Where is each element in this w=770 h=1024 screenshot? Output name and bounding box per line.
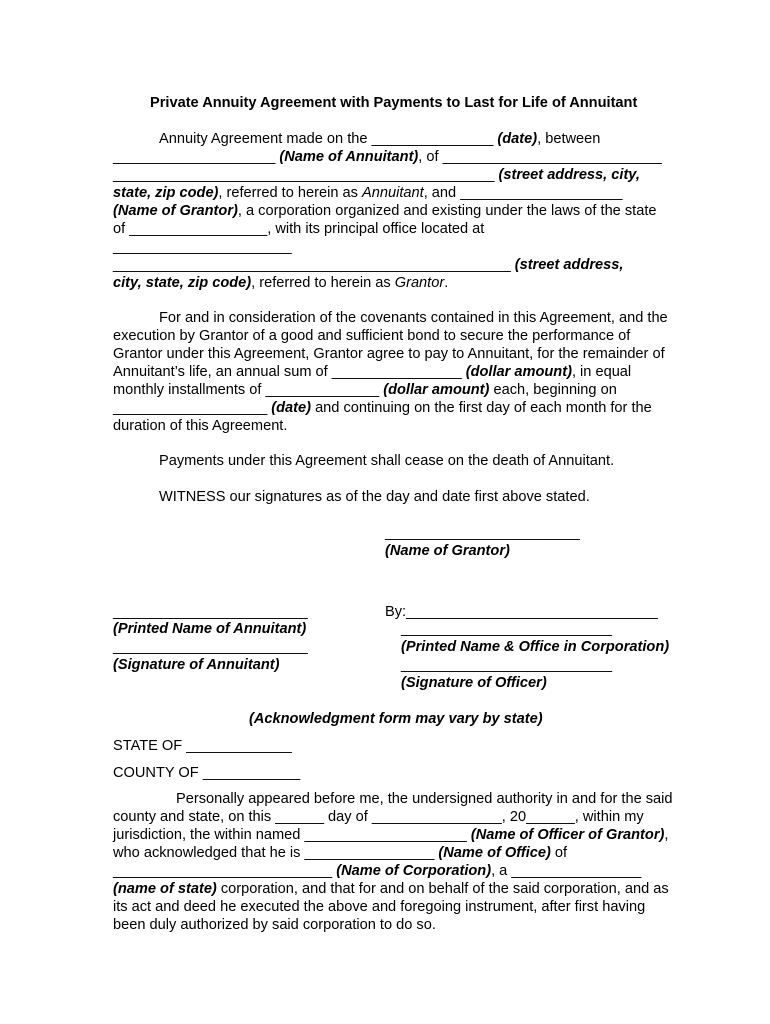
date-blank: _______________ <box>371 131 494 147</box>
officer-printed-name-line: __________________________ <box>401 621 613 637</box>
officer-by-line <box>385 603 658 621</box>
annuitant-signature-line: ________________________ <box>113 639 308 655</box>
text: , a <box>491 863 512 879</box>
payments-cease-paragraph: Payments under this Agreement shall cease on the death of Annuitant. <box>159 453 615 469</box>
ack-line-6 <box>113 880 669 898</box>
ack-line-1: Personally appeared before me, the undersigned authority in and for the said <box>176 791 673 807</box>
city-state-zip-label: city, state, zip code) <box>113 275 252 291</box>
agreement-line-5 <box>113 202 657 220</box>
grantor-name-label: (Name of Grantor) <box>113 203 238 219</box>
grantor-name-blank: ____________________ <box>460 185 623 201</box>
agreement-line-9 <box>113 274 448 292</box>
signature-annuitant-label: (Signature of Annuitant) <box>113 657 280 673</box>
state-blank: ________________ <box>511 863 642 879</box>
text: , referred to herein as <box>251 275 395 291</box>
annuitant-name-blank: ____________________ <box>113 149 276 165</box>
address-blank: _______________________________________________ <box>113 167 495 183</box>
annuitant-printed-name-line: ________________________ <box>113 604 308 620</box>
office-blank: ______________________ <box>113 239 292 255</box>
county-of-label: COUNTY OF <box>113 765 203 781</box>
text: who acknowledged that he is <box>113 845 305 861</box>
grantor-signature-line: ________________________ <box>385 525 580 541</box>
grantor-term: Grantor <box>394 275 445 291</box>
text: , between <box>537 131 601 147</box>
witness-paragraph: WITNESS our signatures as of the day and date first above stated. <box>159 489 590 505</box>
text: jurisdiction, the within named <box>113 827 305 843</box>
agreement-line-8 <box>113 256 623 274</box>
annuitant-name-label: (Name of Annuitant) <box>279 149 419 165</box>
signature-officer-label: (Signature of Officer) <box>401 675 547 691</box>
text: Annuitant’s life, an annual sum of <box>113 364 332 380</box>
dollar-amount-label: (dollar amount) <box>465 364 572 380</box>
text: , referred to herein as <box>218 185 363 201</box>
by-blank: _______________________________ <box>406 604 658 620</box>
text: county and state, on this <box>113 809 276 825</box>
ack-line-5 <box>113 862 641 880</box>
text: , with its principal office located at <box>267 221 485 237</box>
consideration-line-1: For and in consideration of the covenants contained in this Agreement, and the <box>159 310 668 326</box>
agreement-line-6 <box>113 220 484 238</box>
start-date-blank: ___________________ <box>113 400 268 416</box>
officer-name-blank: ____________________ <box>304 827 467 843</box>
consideration-line-4 <box>113 363 631 381</box>
ack-line-8: been duly authorized by said corporation to do so. <box>113 917 436 933</box>
text: monthly installments of <box>113 382 266 398</box>
consideration-line-3: Grantor under this Agreement, Grantor agree to pay to Annuitant, for the remainder of <box>113 346 665 362</box>
by-label: By: <box>385 604 407 620</box>
year-blank: ______ <box>526 809 575 825</box>
ack-line-7: its act and deed he executed the above and foregoing instrument, after first having <box>113 899 646 915</box>
name-of-corporation-label: (Name of Corporation) <box>336 863 492 879</box>
consideration-line-6 <box>113 399 652 417</box>
text: and continuing on the first day of each month for the <box>311 400 652 416</box>
ack-line-4 <box>113 844 567 862</box>
state-of-label: STATE OF <box>113 738 187 754</box>
date-label: (date) <box>271 400 312 416</box>
day-blank: ______ <box>275 809 324 825</box>
street-address-label: (street address, city, <box>498 167 640 183</box>
office-name-blank: ________________ <box>304 845 435 861</box>
document-title: Private Annuity Agreement with Payments to Last for Life of Annuitant <box>150 95 638 111</box>
ack-line-2 <box>113 808 644 826</box>
printed-name-annuitant-label: (Printed Name of Annuitant) <box>113 621 307 637</box>
installment-blank: ______________ <box>265 382 380 398</box>
county-blank: ____________ <box>202 765 301 781</box>
grantor-name-label: (Name of Grantor) <box>385 543 510 559</box>
month-blank: ________________ <box>371 809 502 825</box>
text: , <box>664 827 669 843</box>
officer-signature-line: __________________________ <box>401 657 613 673</box>
consideration-line-2: execution by Grantor of a good and sufficient bond to secure the performance of <box>113 328 631 344</box>
corporation-blank: ___________________________ <box>113 863 333 879</box>
text: each, beginning on <box>489 382 617 398</box>
text: of <box>550 845 568 861</box>
text: day of <box>323 809 372 825</box>
text: corporation, and that for and on behalf of the said corporation, and as <box>216 881 669 897</box>
office-address-blank: _________________________________________________ <box>113 257 511 273</box>
officer-of-grantor-label: (Name of Officer of Grantor) <box>470 827 665 843</box>
state-blank: _____________ <box>186 738 292 754</box>
agreement-line-4 <box>113 184 623 202</box>
consideration-line-5 <box>113 381 617 399</box>
acknowledgment-note: (Acknowledgment form may vary by state) <box>249 711 543 727</box>
text: , 20 <box>501 809 527 825</box>
text: , within my <box>574 809 644 825</box>
text: , and <box>423 185 461 201</box>
consideration-line-7: duration of this Agreement. <box>113 418 288 434</box>
address-blank: ___________________________ <box>442 149 662 165</box>
agreement-line-2 <box>113 148 662 166</box>
printed-name-office-label: (Printed Name & Office in Corporation) <box>401 639 670 655</box>
ack-line-3 <box>113 826 668 844</box>
annual-sum-blank: ________________ <box>331 364 462 380</box>
date-label: (date) <box>497 131 538 147</box>
dollar-amount-label: (dollar amount) <box>383 382 490 398</box>
text: of <box>113 221 130 237</box>
text: Annuity Agreement made on the <box>159 131 372 147</box>
street-address-label: (street address, <box>514 257 624 273</box>
state-zip-label: state, zip code) <box>113 185 219 201</box>
text: . <box>444 275 449 291</box>
agreement-line-7 <box>113 238 292 256</box>
text: , of <box>418 149 443 165</box>
text: , in equal <box>571 364 632 380</box>
state-of-line <box>113 737 292 755</box>
county-of-line <box>113 764 300 782</box>
state-blank: _________________ <box>129 221 268 237</box>
agreement-line-1 <box>159 130 600 148</box>
annuitant-term: Annuitant <box>362 185 424 201</box>
name-of-state-label: (name of state) <box>113 881 217 897</box>
agreement-line-3 <box>113 166 640 184</box>
name-of-office-label: (Name of Office) <box>438 845 551 861</box>
text: , a corporation organized and existing under the laws of the state <box>237 203 657 219</box>
